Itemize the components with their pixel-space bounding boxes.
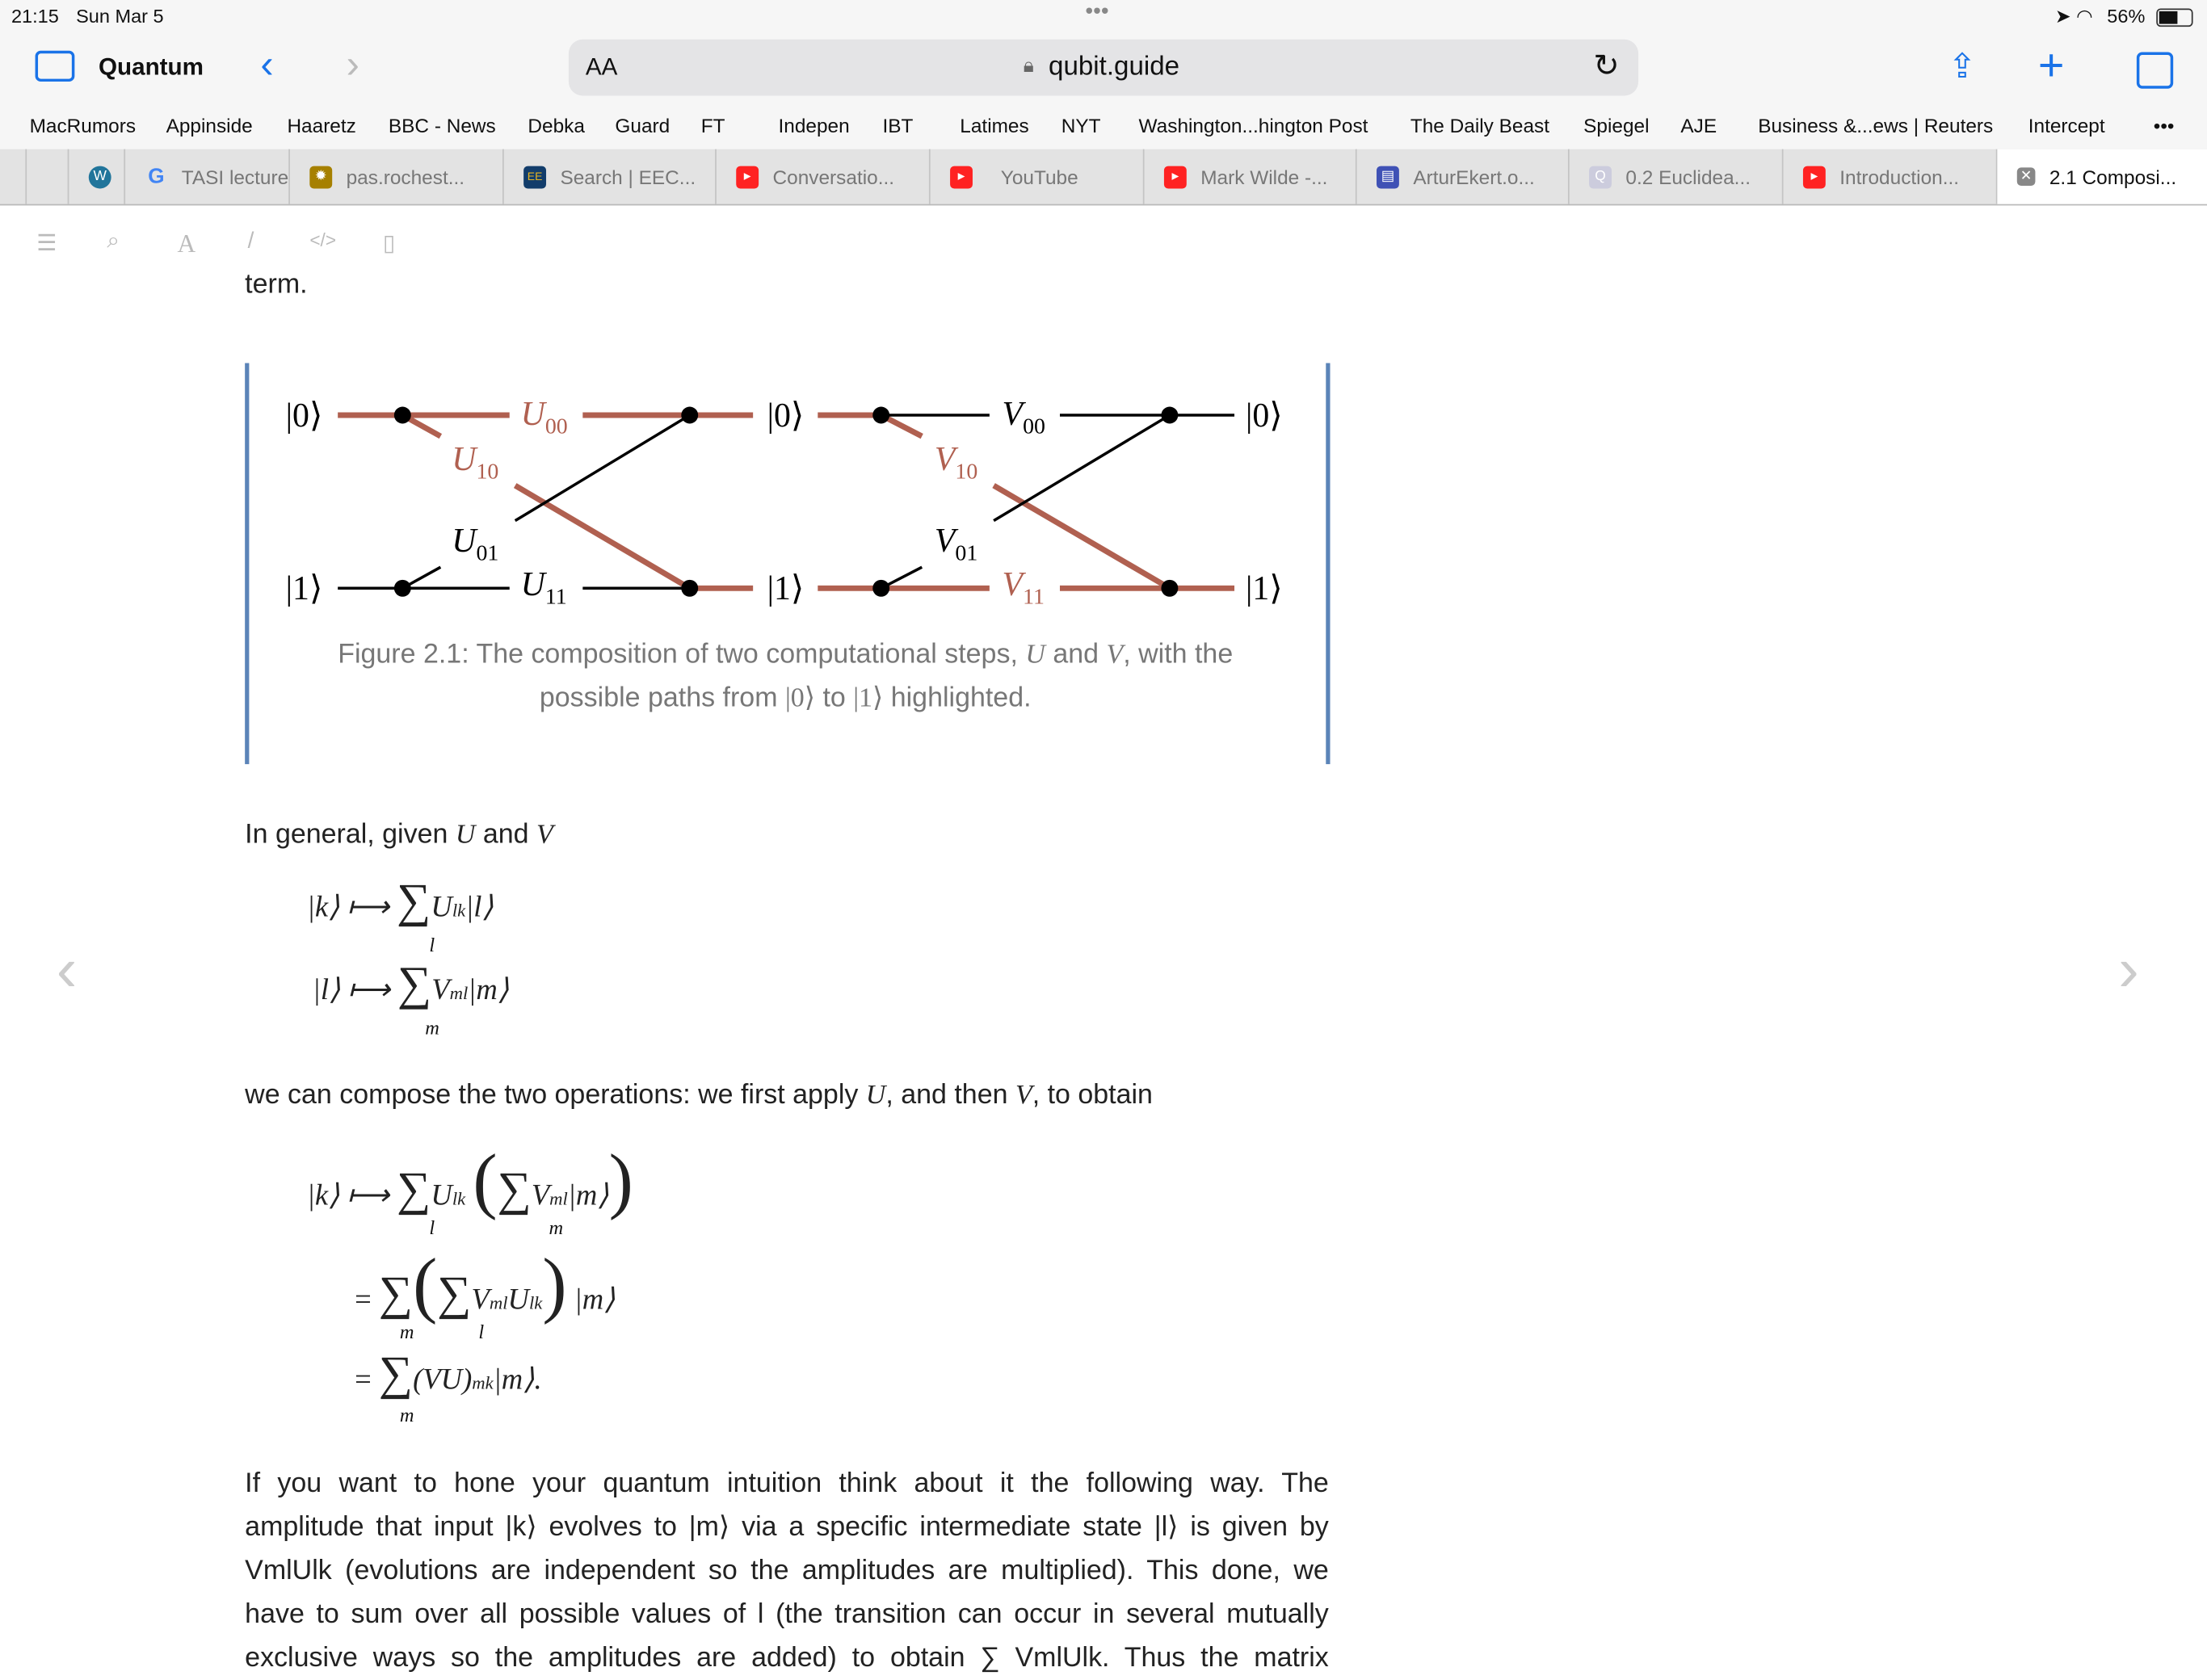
- bookmark[interactable]: Debka: [528, 114, 585, 137]
- sum-limit: m: [425, 1018, 439, 1040]
- text: , and then: [885, 1079, 1015, 1111]
- google-icon: G: [148, 163, 165, 188]
- paragraph: [245, 1079, 1153, 1111]
- eq-ket: |l⟩: [465, 889, 494, 923]
- youtube-icon: ▸: [950, 166, 973, 188]
- status-date: Sun Mar 5: [76, 5, 164, 27]
- sum-limit: m: [399, 1322, 414, 1344]
- forward-icon[interactable]: ›: [346, 42, 359, 86]
- math: U: [455, 820, 476, 850]
- eq-sub: ml: [549, 1187, 568, 1209]
- eq-ket: |m⟩: [567, 1178, 609, 1212]
- eq-ket: |m⟩: [574, 1282, 616, 1317]
- eq-sub: lk: [452, 899, 466, 921]
- caption-text: and: [1045, 639, 1107, 670]
- paren: (: [413, 1245, 438, 1326]
- equation-3: [307, 1140, 633, 1223]
- reader-text-size-button[interactable]: AA: [585, 53, 618, 81]
- text: we can compose the two operations: we first apply: [245, 1079, 866, 1111]
- tab-label: Conversatio...: [772, 165, 895, 188]
- bookmark[interactable]: Guard: [615, 114, 671, 137]
- font-icon[interactable]: A: [177, 229, 196, 258]
- label-U11: $U_{11}$: [520, 566, 567, 610]
- text: In general, given: [245, 819, 456, 850]
- bookmark[interactable]: Indepen: [778, 114, 850, 137]
- eq-lhs: |k⟩ ⟼: [306, 1178, 390, 1212]
- label-U10: $U_{10}$: [452, 440, 499, 485]
- bookmark[interactable]: Haaretz: [287, 114, 356, 137]
- math: U: [865, 1081, 886, 1111]
- ket-label: |0⟩: [285, 397, 323, 435]
- ket-label: |1⟩: [285, 570, 323, 608]
- bookmark[interactable]: Latimes: [960, 114, 1029, 137]
- paragraph-intuition: [245, 1462, 1329, 1680]
- math: V: [536, 820, 553, 850]
- text: and: [475, 819, 536, 850]
- pdf-icon[interactable]: ▯: [382, 232, 396, 257]
- youtube-icon: ▸: [1164, 166, 1187, 188]
- equation-1: [307, 876, 494, 929]
- search-icon[interactable]: ⌕: [107, 229, 120, 254]
- prev-page-arrow[interactable]: ‹: [56, 935, 78, 1006]
- eq-term: U: [431, 1178, 452, 1212]
- equals: =: [355, 1362, 372, 1396]
- eq-sub: mk: [472, 1371, 494, 1393]
- tab-label: 2.1 Composi...: [2049, 165, 2177, 188]
- site-icon: ▤: [1377, 166, 1399, 188]
- eq-sub: lk: [528, 1292, 543, 1313]
- bookmark[interactable]: MacRumors: [29, 114, 137, 137]
- equals: =: [355, 1282, 372, 1317]
- caption-text: highlighted.: [883, 682, 1032, 714]
- edit-icon[interactable]: /: [247, 229, 254, 254]
- paren: (: [473, 1141, 498, 1222]
- tab-label: pas.rochest...: [346, 165, 465, 188]
- status-time: 21:15: [11, 5, 59, 27]
- label-U01: $U_{01}$: [452, 523, 499, 566]
- bookmarks-more-button[interactable]: •••: [2153, 114, 2175, 137]
- eq-term: V: [471, 1282, 490, 1317]
- eq-term: V: [531, 1178, 550, 1212]
- paragraph-fragment: term.: [245, 268, 308, 300]
- caption-text: Figure 2.1: The composition of two computational steps,: [338, 639, 1018, 670]
- text-line: VmlUlk (evolutions are independent so the amplitudes are multiplied). This done, we: [245, 1555, 1329, 1586]
- tab-label: Introduction...: [1839, 165, 1960, 188]
- caption-math: U: [1025, 640, 1045, 670]
- paren: ): [542, 1245, 567, 1326]
- text-line: have to sum over all possible values of l (the transition can occur in several mutually: [245, 1598, 1329, 1630]
- sum-symbol: ∑: [437, 1267, 472, 1321]
- bookmark[interactable]: Appinside: [166, 114, 253, 137]
- node: [394, 580, 411, 597]
- youtube-icon: ▸: [736, 166, 759, 188]
- url-text[interactable]: qubit.guide: [1049, 52, 1180, 82]
- bookmark[interactable]: Spiegel: [1583, 114, 1650, 137]
- text: , to obtain: [1032, 1079, 1153, 1111]
- ket-label: |1⟩: [1245, 570, 1283, 608]
- new-tab-icon[interactable]: +: [2037, 39, 2065, 90]
- caption-math: V: [1106, 640, 1124, 670]
- bookmark[interactable]: NYT: [1061, 114, 1101, 137]
- q-icon: Q: [1589, 166, 1612, 188]
- label-V11: $V_{11}$: [1002, 566, 1045, 610]
- tab-label: 0.2 Euclidea...: [1625, 165, 1751, 188]
- paragraph: [245, 819, 553, 851]
- eq-ket: |m⟩.: [493, 1362, 542, 1396]
- toc-icon[interactable]: ☰: [36, 232, 57, 257]
- next-page-arrow[interactable]: ›: [2118, 935, 2139, 1006]
- eq-sub: ml: [489, 1292, 508, 1313]
- eq-sub: ml: [449, 982, 469, 1004]
- youtube-icon: ▸: [1803, 166, 1826, 188]
- reload-icon[interactable]: ↻: [1593, 48, 1620, 83]
- caption-text: , with the: [1123, 639, 1234, 670]
- text-line: amplitude that input |k⟩ evolves to |m⟩ via a specific intermediate state |l⟩ is given by: [245, 1511, 1329, 1543]
- caption-text: to: [815, 682, 854, 714]
- location-wifi-icon: ➤ ◠: [2054, 5, 2093, 27]
- lock-icon: 🔒︎: [1023, 53, 1034, 77]
- sum-limit: l: [429, 935, 435, 957]
- sum-symbol: ∑: [397, 875, 431, 928]
- equation-5: [355, 1348, 542, 1401]
- label-V01: $V_{01}$: [934, 523, 978, 566]
- node: [872, 580, 889, 597]
- caption-math: |1⟩: [853, 683, 884, 714]
- label-V00: $V_{00}$: [1002, 396, 1045, 439]
- sum-symbol: ∑: [378, 1348, 414, 1401]
- bookmark[interactable]: The Daily Beast: [1410, 114, 1550, 137]
- eecs-icon: EE: [523, 166, 546, 188]
- tab-label: Search | EEC...: [560, 165, 696, 188]
- back-icon[interactable]: ‹: [260, 42, 274, 86]
- tab-label: TASI lecture: [181, 165, 289, 188]
- bookmark[interactable]: AJE: [1680, 114, 1717, 137]
- eq-sub: lk: [452, 1187, 466, 1209]
- tab-label: Mark Wilde -...: [1200, 165, 1328, 188]
- bookmark[interactable]: Intercept: [2028, 114, 2105, 137]
- code-icon[interactable]: </>: [309, 229, 337, 251]
- text-line: exclusive ways so the amplitudes are added) to obtain ∑ VmlUlk. Thus the matrix: [245, 1642, 1329, 1674]
- share-icon[interactable]: ⇪: [1948, 48, 1977, 86]
- figure-caption: [249, 633, 1322, 720]
- sum-limit: l: [478, 1322, 485, 1344]
- caption-math: |0⟩: [784, 683, 816, 714]
- node: [681, 580, 698, 597]
- equation-2: [313, 959, 509, 1012]
- sum-limit: l: [429, 1218, 435, 1241]
- sum-limit: m: [549, 1218, 564, 1241]
- node: [394, 407, 411, 424]
- battery-level: 56%: [2107, 5, 2146, 27]
- label-V10: $V_{10}$: [934, 440, 978, 485]
- sum-symbol: ∑: [378, 1267, 414, 1321]
- eq-term: V: [431, 972, 450, 1006]
- text-line: If you want to hone your quantum intuition think about it the following way. The: [245, 1468, 1329, 1499]
- bookmark[interactable]: Business &...ews | Reuters: [1758, 114, 1994, 137]
- node: [681, 407, 698, 424]
- bookmark[interactable]: IBT: [882, 114, 914, 137]
- eq-term: (VU): [413, 1362, 473, 1396]
- label-U00: $U_{00}$: [520, 396, 568, 439]
- ket-label: |0⟩: [1245, 397, 1283, 435]
- wordpress-icon: W: [89, 166, 111, 188]
- ket-label: |1⟩: [767, 570, 805, 608]
- sum-symbol: ∑: [397, 1163, 431, 1216]
- equation-4: [355, 1244, 615, 1327]
- caption-text: possible paths from: [539, 682, 785, 714]
- ket-label: |0⟩: [767, 397, 805, 435]
- sum-symbol: ∑: [397, 958, 432, 1011]
- sun-icon: ✹: [309, 166, 332, 188]
- sum-symbol: ∑: [497, 1163, 532, 1216]
- eq-lhs: |l⟩ ⟼: [312, 972, 390, 1006]
- node: [1161, 580, 1178, 597]
- eq-lhs: |k⟩ ⟼: [306, 889, 390, 923]
- sum-limit: m: [399, 1405, 414, 1427]
- eq-term: U: [431, 889, 452, 923]
- tab-label: ArturEkert.o...: [1413, 165, 1535, 188]
- math: V: [1015, 1081, 1032, 1111]
- eq-ket: |m⟩: [468, 972, 510, 1006]
- paren: ): [608, 1141, 633, 1222]
- tab-label: YouTube: [1000, 165, 1078, 188]
- multitask-dots[interactable]: •••: [1085, 0, 1109, 24]
- close-icon[interactable]: ✕: [2017, 167, 2036, 186]
- node: [872, 407, 889, 424]
- node: [1161, 407, 1178, 424]
- bookmark[interactable]: FT: [700, 114, 725, 137]
- bookmark[interactable]: Washington...hington Post: [1138, 114, 1368, 137]
- eq-term: U: [507, 1282, 529, 1317]
- tab-group-title[interactable]: Quantum: [98, 53, 204, 81]
- bookmark[interactable]: BBC - News: [388, 114, 496, 137]
